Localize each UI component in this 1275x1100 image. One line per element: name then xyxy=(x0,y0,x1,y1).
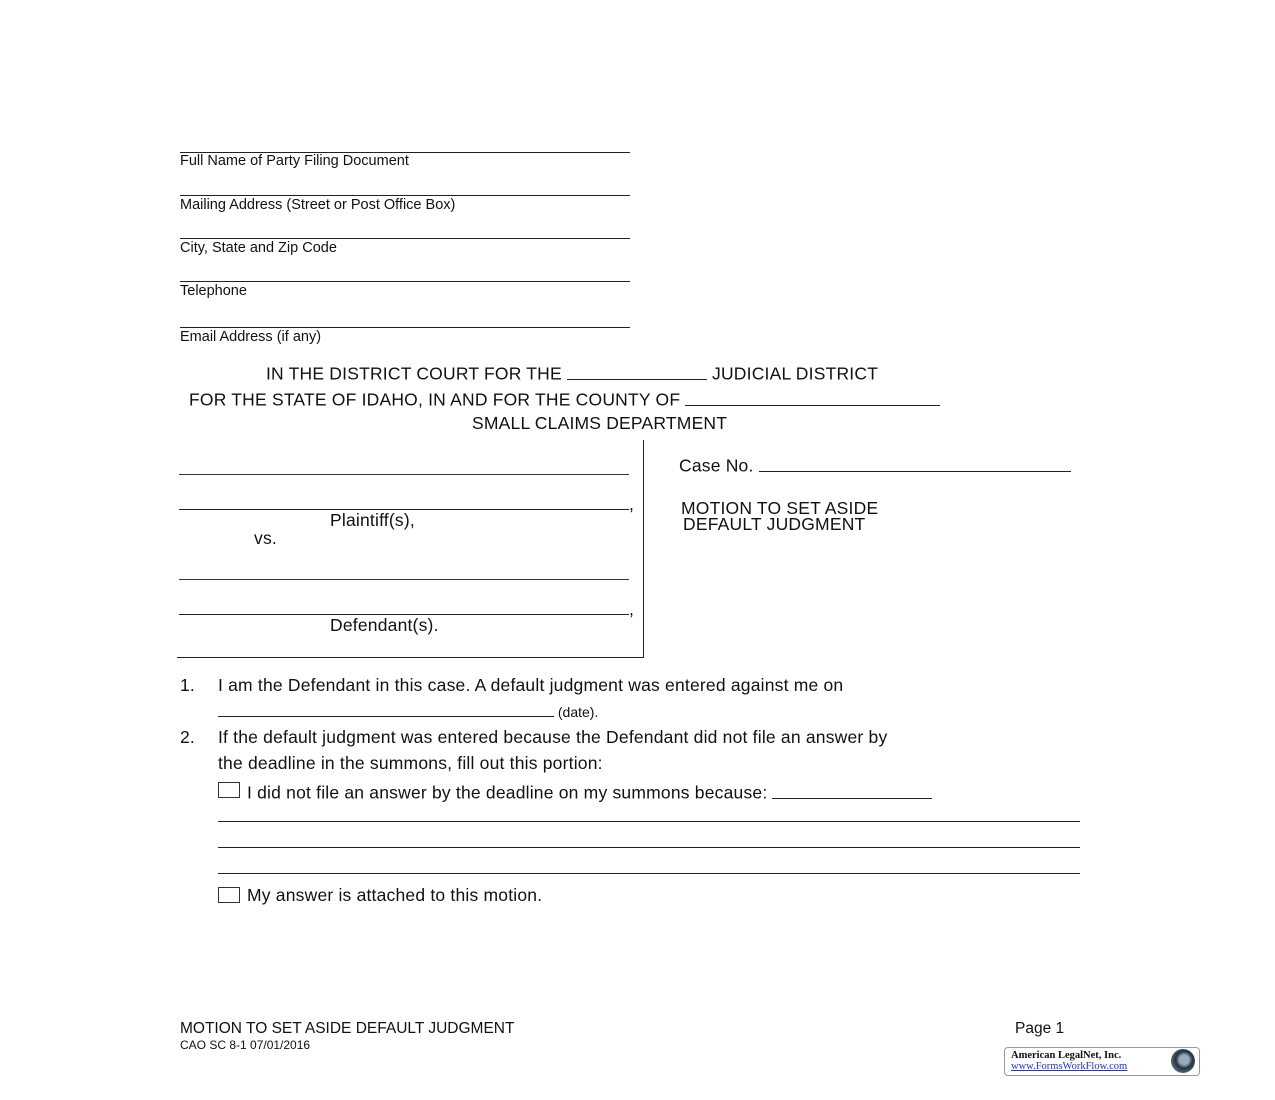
form-code: CAO SC 8-1 07/01/2016 xyxy=(180,1038,311,1052)
plaintiff-line-1[interactable] xyxy=(179,474,629,475)
answer-attached-checkbox[interactable] xyxy=(218,887,240,903)
county-text: FOR THE STATE OF IDAHO, IN AND FOR THE COUNTY OF xyxy=(189,389,681,410)
date-row xyxy=(218,702,598,720)
email-line[interactable] xyxy=(180,327,630,328)
defendant-line-1[interactable] xyxy=(179,579,629,580)
item-2-text-2: the deadline in the summons, fill out this portion: xyxy=(218,753,603,773)
plaintiff-label: Plaintiff(s), xyxy=(330,510,415,530)
reason-line-3[interactable] xyxy=(218,873,1080,874)
comma: , xyxy=(629,599,635,619)
reason-line-2[interactable] xyxy=(218,847,1080,848)
case-number xyxy=(679,453,1071,477)
court-line-2 xyxy=(189,387,940,411)
caption-divider xyxy=(643,440,644,658)
telephone-line[interactable] xyxy=(180,281,630,282)
court-text: IN THE DISTRICT COURT FOR THE xyxy=(266,363,562,384)
city-line[interactable] xyxy=(180,238,630,239)
footer-title: MOTION TO SET ASIDE DEFAULT JUDGMENT xyxy=(180,1020,515,1037)
case-no-label: Case No. xyxy=(679,455,754,476)
title-line-1: MOTION TO SET ASIDE xyxy=(681,498,879,518)
title-line-2: DEFAULT JUDGMENT xyxy=(683,514,866,534)
court-line-1 xyxy=(266,361,878,385)
address-line[interactable] xyxy=(180,195,630,196)
email-label: Email Address (if any) xyxy=(180,329,322,345)
name-label: Full Name of Party Filing Document xyxy=(180,153,409,169)
date-label: (date). xyxy=(557,704,599,720)
address-label: Mailing Address (Street or Post Office Box) xyxy=(180,197,456,213)
item-2-text-1: If the default judgment was entered because the Defendant did not file an answer by xyxy=(218,727,888,747)
no-answer-label: I did not file an answer by the deadline on my summons because: xyxy=(247,782,768,803)
item-2-number: 2. xyxy=(180,727,195,747)
district-text: JUDICIAL DISTRICT xyxy=(712,363,879,384)
logo-name: American LegalNet, Inc. xyxy=(1011,1050,1122,1061)
defendant-label: Defendant(s). xyxy=(330,615,439,635)
legalnet-logo[interactable] xyxy=(1004,1047,1200,1076)
county-blank[interactable] xyxy=(685,387,940,406)
case-no-blank[interactable] xyxy=(759,453,1071,472)
reason-blank[interactable] xyxy=(772,780,932,799)
answer-attached-label: My answer is attached to this motion. xyxy=(247,885,543,905)
date-blank[interactable] xyxy=(218,702,554,717)
telephone-label: Telephone xyxy=(180,283,247,299)
item-1-number: 1. xyxy=(180,675,195,695)
department: SMALL CLAIMS DEPARTMENT xyxy=(472,413,728,433)
reason-line-1[interactable] xyxy=(218,821,1080,822)
item-1-text: I am the Defendant in this case. A default judgment was entered against me on xyxy=(218,675,844,695)
page-number: Page 1 xyxy=(1015,1020,1065,1037)
vs-label: vs. xyxy=(254,528,277,548)
city-label: City, State and Zip Code xyxy=(180,240,337,256)
document-title xyxy=(681,500,878,532)
district-blank[interactable] xyxy=(567,361,707,380)
globe-icon xyxy=(1171,1049,1195,1073)
comma: , xyxy=(629,494,635,514)
logo-url[interactable]: www.FormsWorkFlow.com xyxy=(1011,1061,1128,1072)
caption-bottom-border xyxy=(177,657,644,658)
no-answer-checkbox[interactable] xyxy=(218,782,240,798)
no-answer-row xyxy=(247,780,932,804)
